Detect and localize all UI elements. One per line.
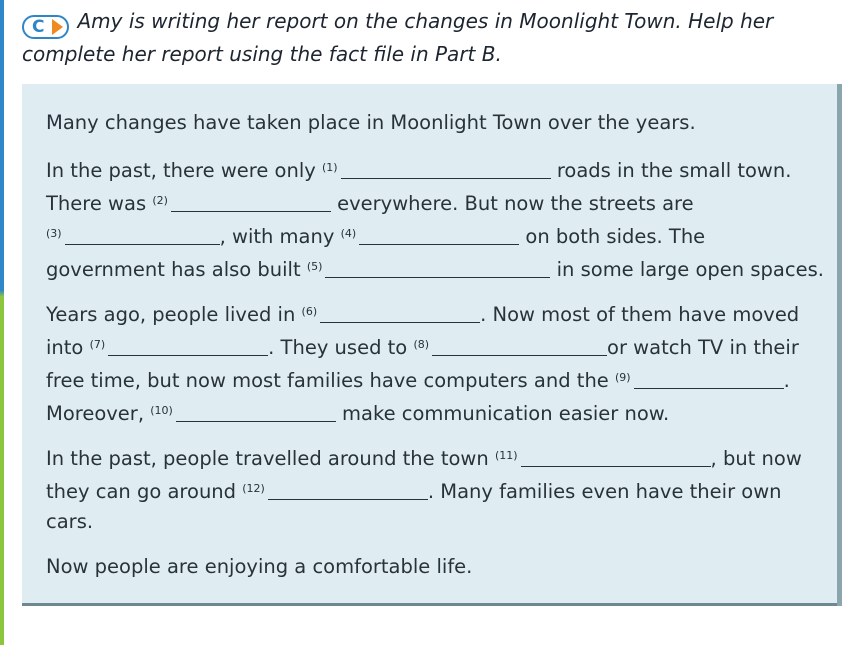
report-text-run: government has also built [46, 258, 301, 281]
report-text-run: in some large open spaces. [556, 258, 824, 281]
answer-blank-4[interactable] [359, 226, 519, 245]
report-text-run: Moreover, [46, 402, 145, 425]
section-letter: C [32, 17, 45, 37]
report-text-run: In the past, people travelled around the town [46, 447, 489, 470]
answer-blank-2[interactable] [171, 193, 331, 212]
answer-blank-5[interactable] [325, 259, 550, 278]
report-text-run: There was [46, 192, 147, 215]
blank-number: (12) [242, 482, 265, 495]
report-text-run: . Now most of them have moved [480, 303, 800, 326]
instruction-block [22, 6, 842, 70]
play-arrow-icon [52, 19, 63, 35]
report-text-run: or watch TV in their [607, 336, 799, 359]
report-line [46, 295, 836, 328]
report-text-run: , but now [710, 447, 802, 470]
report-text-run: . They used to [268, 336, 408, 359]
report-text-run: Years ago, people lived in [46, 303, 296, 326]
report-line [46, 394, 836, 427]
report-text-run: they can go around [46, 480, 237, 503]
report-text-run: roads in the small town. [556, 159, 792, 182]
blank-number: (9) [615, 371, 631, 384]
answer-blank-12[interactable] [268, 481, 428, 500]
report-line [46, 151, 836, 184]
blank-number: (2) [152, 194, 168, 207]
report-line [46, 217, 836, 250]
report-line [46, 328, 836, 361]
answer-blank-1[interactable] [341, 160, 551, 179]
answer-blank-8[interactable] [432, 337, 607, 356]
blank-number: (3) [46, 227, 62, 240]
report-text-run: Many changes have taken place in Moonlight Town over the years. [46, 111, 696, 134]
report-line [46, 184, 836, 217]
report-text-run: Now people are enjoying a comfortable life. [46, 555, 473, 578]
report-line [46, 505, 836, 538]
answer-blank-9[interactable] [634, 370, 784, 389]
blank-number: (1) [322, 161, 338, 174]
answer-blank-6[interactable] [320, 304, 480, 323]
blank-number: (4) [340, 227, 357, 240]
answer-blank-10[interactable] [176, 403, 336, 422]
instruction-text: Amy is writing her report on the changes in Moonlight Town. Help her complete her report using the fact file in Part B. [22, 9, 774, 66]
report-text-run: make communication easier now. [342, 402, 670, 425]
blank-number: (8) [413, 338, 430, 351]
report-text-run: everywhere. But now the streets are [337, 192, 694, 215]
report-text-run: In the past, there were only [46, 159, 316, 182]
report-text-run: cars. [46, 510, 94, 533]
report-text-run: free time, but now most families have computers and the [46, 369, 609, 392]
report-line [46, 106, 836, 139]
answer-blank-11[interactable] [521, 448, 711, 467]
answer-blank-3[interactable] [65, 226, 220, 245]
report-text [46, 106, 836, 583]
report-line [46, 250, 836, 283]
report-text-run: on both sides. The [525, 225, 706, 248]
section-badge [22, 15, 69, 39]
page-edge-strip [0, 0, 4, 645]
answer-blank-7[interactable] [108, 337, 268, 356]
blank-number: (7) [89, 338, 106, 351]
report-text-run: , with many [219, 225, 335, 248]
blank-number: (6) [301, 305, 318, 318]
report-text-run: . Many families even have their own [427, 480, 782, 503]
blank-number: (11) [494, 449, 518, 462]
report-line [46, 550, 836, 583]
report-line [46, 472, 836, 505]
blank-number: (5) [306, 260, 323, 273]
report-text-run: into [46, 336, 84, 359]
report-line [46, 439, 836, 472]
report-panel [22, 84, 837, 606]
blank-number: (10) [150, 404, 173, 417]
report-line [46, 361, 836, 394]
report-text-run: . [783, 369, 790, 392]
